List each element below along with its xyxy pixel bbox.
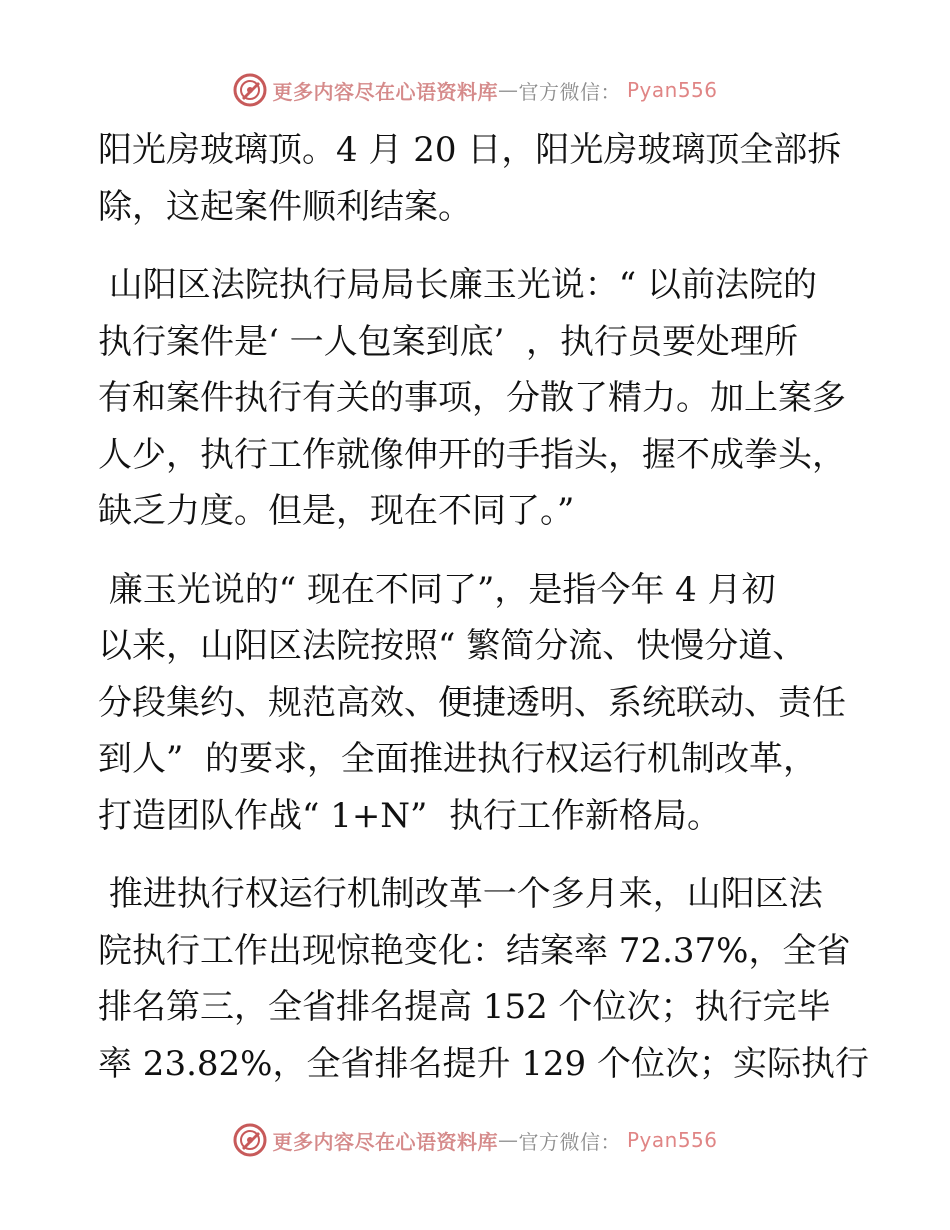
text-line: 廉玉光说的“ 现在不同了”，是指今年 4 月初 (98, 569, 776, 610)
text-line: 到人” 的要求，全面推进执行权运行机制改革， (98, 739, 817, 779)
text-line: 院执行工作出现惊艳变化：结案率 72.37%，全省 (98, 930, 851, 971)
text-line: 以来，山阳区法院按照“ 繁简分流、快慢分道、 (98, 626, 807, 666)
banner-dash: — (497, 78, 519, 102)
paragraph-1 (98, 122, 858, 235)
text-line: 有和案件执行有关的事项，分散了精力。加上案多 (98, 378, 846, 418)
text-line: 推进执行权运行机制改革一个多月来，山阳区法 (98, 874, 823, 914)
text-line: 山阳区法院执行局局长廉玉光说：“ 以前法院的 (98, 265, 817, 305)
document-body (98, 122, 869, 1092)
banner-wechat-label: 官方微信： (518, 1129, 621, 1154)
footer-watermark-banner (0, 1122, 950, 1158)
paragraph-3 (98, 562, 858, 845)
banner-main-text: 更多内容尽在心语资料库 (272, 79, 498, 104)
text-line: 缺乏力度。但是，现在不同了。” (98, 491, 575, 531)
banner-wechat-label: 官方微信： (518, 79, 621, 104)
banner-dash: — (497, 1128, 519, 1152)
banner-wechat-id: Pyan556 (626, 78, 718, 102)
text-line: 人少，执行工作就像伸开的手指头，握不成拳头， (98, 434, 846, 475)
text-line: 率 23.82%，全省排名提升 129 个位次；实际执行 (98, 1043, 869, 1084)
text-line: 阳光房玻璃顶。4 月 20 日，阳光房玻璃顶全部拆 (98, 130, 842, 170)
header-watermark-banner (0, 72, 950, 108)
paragraph-2 (98, 257, 858, 540)
text-line: 除，这起案件顺利结案。 (98, 186, 472, 227)
text-line: 执行案件是‘ 一人包案到底’ ，执行员要处理所 (98, 321, 799, 362)
brand-logo-icon (232, 72, 268, 108)
banner-main-text: 更多内容尽在心语资料库 (272, 1129, 498, 1154)
brand-logo-icon (232, 1122, 268, 1158)
text-line: 排名第三，全省排名提高 152 个位次；执行完毕 (98, 987, 831, 1027)
banner-wechat-id: Pyan556 (626, 1128, 718, 1152)
paragraph-4 (98, 866, 869, 1092)
text-line: 打造团队作战“ 1+N” 执行工作新格局。 (98, 795, 722, 836)
text-line: 分段集约、规范高效、便捷透明、系统联动、责任 (98, 682, 846, 723)
